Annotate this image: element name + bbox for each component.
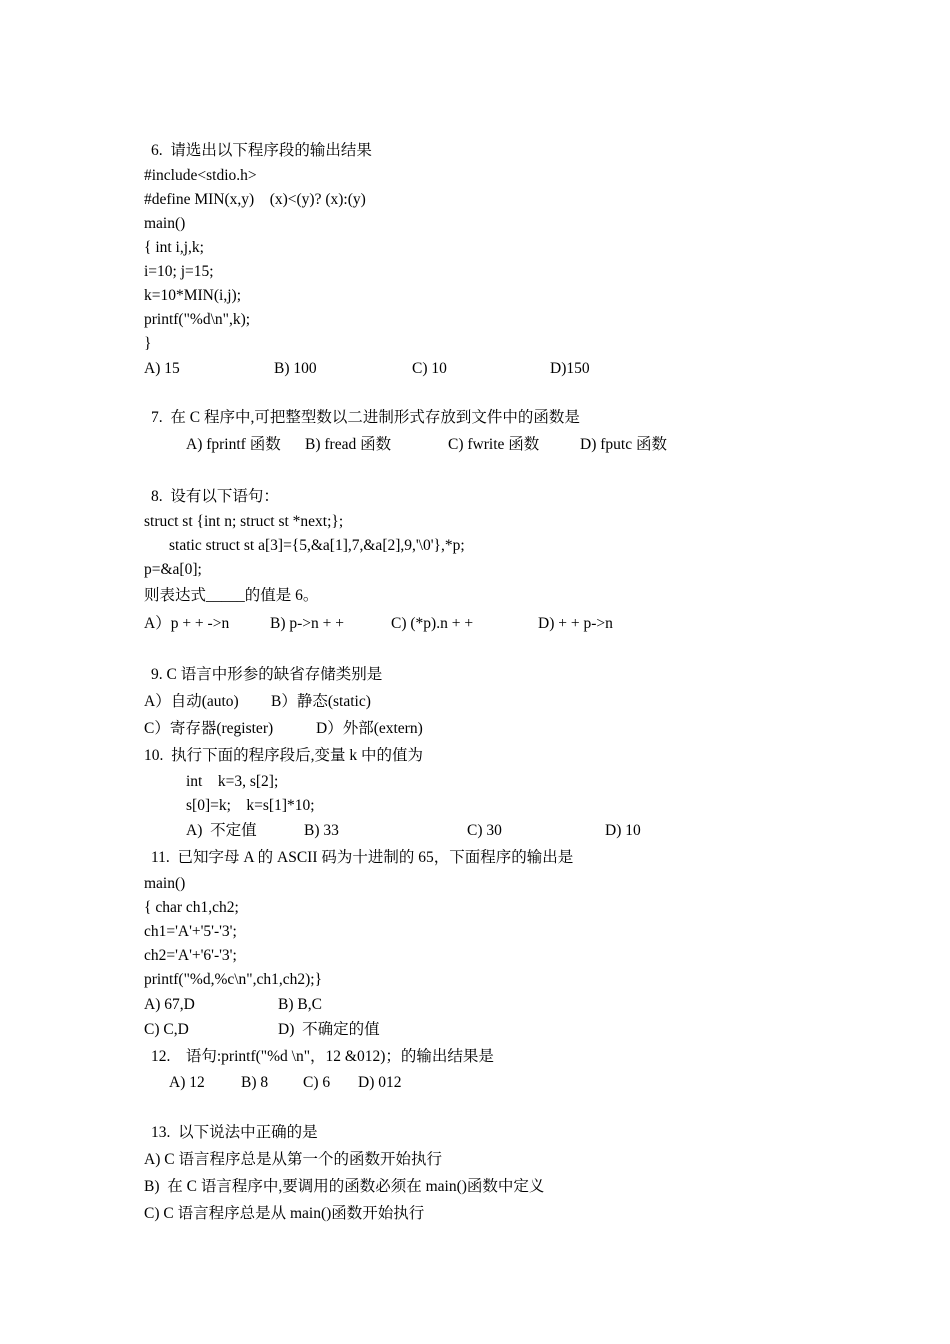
code-line: { int i,j,k; (144, 239, 204, 256)
option-b: B）静态(static) (271, 693, 371, 710)
option-a: A）自动(auto) (144, 693, 239, 710)
code-line: main() (144, 215, 186, 232)
code-line: } (144, 335, 152, 352)
code-line: { char ch1,ch2; (144, 899, 239, 916)
code-line: k=10*MIN(i,j); (144, 287, 241, 304)
option-b: B) 100 (274, 360, 317, 377)
option-c: C) 10 (412, 360, 447, 377)
option-c: C) 6 (303, 1074, 331, 1091)
option-c: C) fwrite 函数 (448, 436, 540, 453)
code-line: 则表达式_____的值是 6。 (144, 587, 319, 604)
option-b: B) fread 函数 (305, 436, 392, 453)
option-b: B) 8 (241, 1074, 269, 1091)
option-a: A) 15 (144, 360, 180, 377)
option-a: A）p + + ->n (144, 615, 230, 632)
code-line: #define MIN(x,y) (x)<(y)? (x):(y) (144, 191, 366, 208)
code-line: printf("%d\n",k); (144, 311, 251, 328)
option-b: B) p->n + + (270, 615, 345, 632)
code-line: static struct st a[3]={5,&a[1],7,&a[2],9,'\0'},*p; (169, 537, 465, 554)
code-line: struct st {int n; struct st *next;}; (144, 513, 344, 530)
option-a: A) 67,D (144, 996, 195, 1013)
question-12-title: 12. 语句:printf("%d \n"，12 &012)；的输出结果是 (151, 1048, 494, 1065)
question-13-title: 13. 以下说法中正确的是 (151, 1124, 318, 1141)
option-d: D) fputc 函数 (580, 436, 667, 453)
option-c: C) C 语言程序总是从 main()函数开始执行 (144, 1205, 425, 1222)
question-6-title: 6. 请选出以下程序段的输出结果 (151, 142, 372, 159)
option-b: B) 33 (304, 822, 339, 839)
option-d: D) + + p->n (538, 615, 613, 632)
option-a: A) fprintf 函数 (186, 436, 281, 453)
option-a: A) C 语言程序总是从第一个的函数开始执行 (144, 1151, 442, 1168)
option-d: D)150 (550, 360, 590, 377)
option-c: C) C,D (144, 1021, 189, 1038)
question-9-title: 9. C 语言中形参的缺省存储类别是 (151, 666, 383, 683)
question-8-title: 8. 设有以下语句： (151, 488, 279, 505)
option-b: B) 在 C 语言程序中,要调用的函数必须在 main()函数中定义 (144, 1178, 545, 1195)
code-line: printf("%d,%c\n",ch1,ch2);} (144, 971, 323, 988)
code-line: int k=3, s[2]; (186, 773, 279, 790)
option-a: A) 不定值 (186, 822, 257, 839)
question-10-title: 10. 执行下面的程序段后,变量 k 中的值为 (144, 747, 424, 764)
option-a: A) 12 (169, 1074, 205, 1091)
code-line: ch2='A'+'6'-'3'; (144, 947, 237, 964)
option-d: D) 10 (605, 822, 641, 839)
code-line: main() (144, 875, 186, 892)
question-7-title: 7. 在 C 程序中,可把整型数以二进制形式存放到文件中的函数是 (151, 409, 580, 426)
code-line: i=10; j=15; (144, 263, 214, 280)
option-c: C) 30 (467, 822, 502, 839)
option-d: D）外部(extern) (316, 720, 423, 737)
question-11-title: 11. 已知字母 A 的 ASCII 码为十进制的 65，下面程序的输出是 (151, 849, 574, 866)
option-c: C）寄存器(register) (144, 720, 274, 737)
code-line: #include<stdio.h> (144, 167, 257, 184)
option-b: B) B,C (278, 996, 322, 1013)
option-c: C) (*p).n + + (391, 615, 474, 632)
code-line: ch1='A'+'5'-'3'; (144, 923, 237, 940)
option-d: D) 不确定的值 (278, 1021, 380, 1038)
code-line: s[0]=k; k=s[1]*10; (186, 797, 315, 814)
code-line: p=&a[0]; (144, 561, 202, 578)
option-d: D) 012 (358, 1074, 402, 1091)
